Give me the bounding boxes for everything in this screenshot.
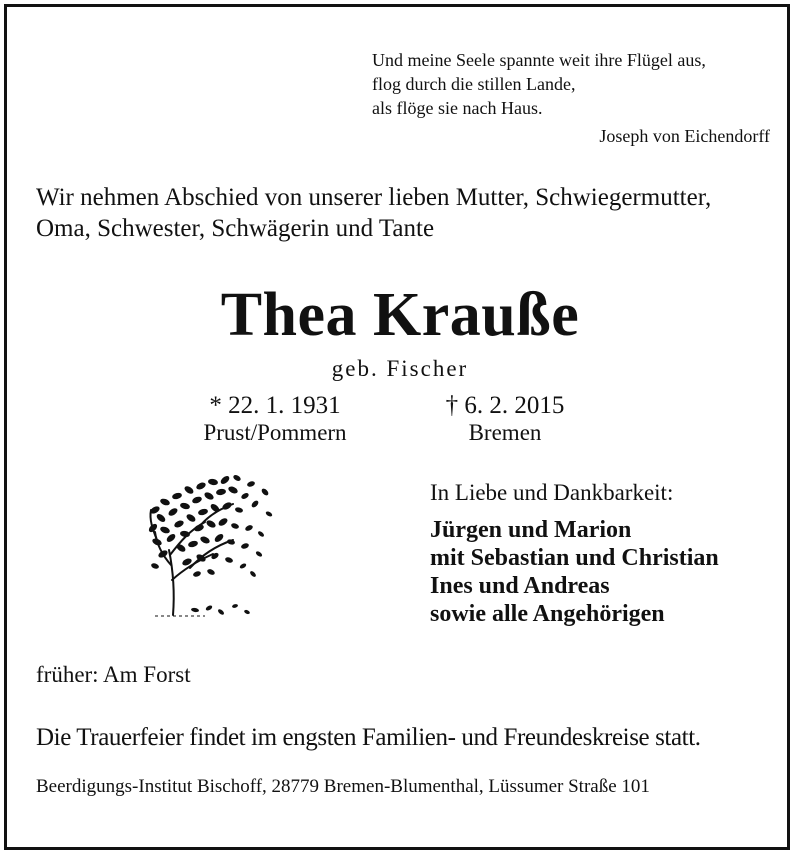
ceremony-note: Die Trauerfeier findet im engsten Familien- und Freundeskreise statt.: [36, 724, 701, 751]
mourner-line: sowie alle Angehörigen: [430, 601, 665, 627]
birth-date: * 22. 1. 1931: [209, 392, 341, 419]
maiden-name: geb. Fischer: [331, 356, 469, 381]
poem-quote: [372, 48, 706, 120]
deceased-name: Thea Krauße: [220, 281, 580, 349]
farewell-intro: [36, 182, 711, 244]
poem-author: Joseph von Eichendorff: [599, 126, 770, 146]
funeral-home: Beerdigungs-Institut Bischoff, 28779 Bremen-Blumenthal, Lüssumer Straße 101: [36, 776, 650, 797]
mourners-list: [430, 516, 719, 628]
windblown-tree-illustration: [135, 470, 275, 620]
poem-line: Und meine Seele spannte weit ihre Flügel aus,: [372, 50, 706, 70]
death-place: Bremen: [468, 420, 542, 445]
mourners-intro: In Liebe und Dankbarkeit:: [430, 480, 674, 505]
intro-line: Oma, Schwester, Schwägerin und Tante: [36, 215, 435, 242]
intro-line: Wir nehmen Abschied von unserer lieben Mutter, Schwiegermutter,: [36, 184, 712, 211]
birth-place: Prust/Pommern: [203, 420, 347, 445]
mourner-line: mit Sebastian und Christian: [430, 545, 719, 571]
former-address: früher: Am Forst: [36, 662, 191, 687]
poem-line: flog durch die stillen Lande,: [372, 74, 576, 94]
mourner-line: Jürgen und Marion: [430, 517, 632, 543]
mourner-line: Ines und Andreas: [430, 573, 610, 599]
death-date: † 6. 2. 2015: [445, 392, 565, 419]
poem-line: als flöge sie nach Haus.: [372, 98, 543, 118]
